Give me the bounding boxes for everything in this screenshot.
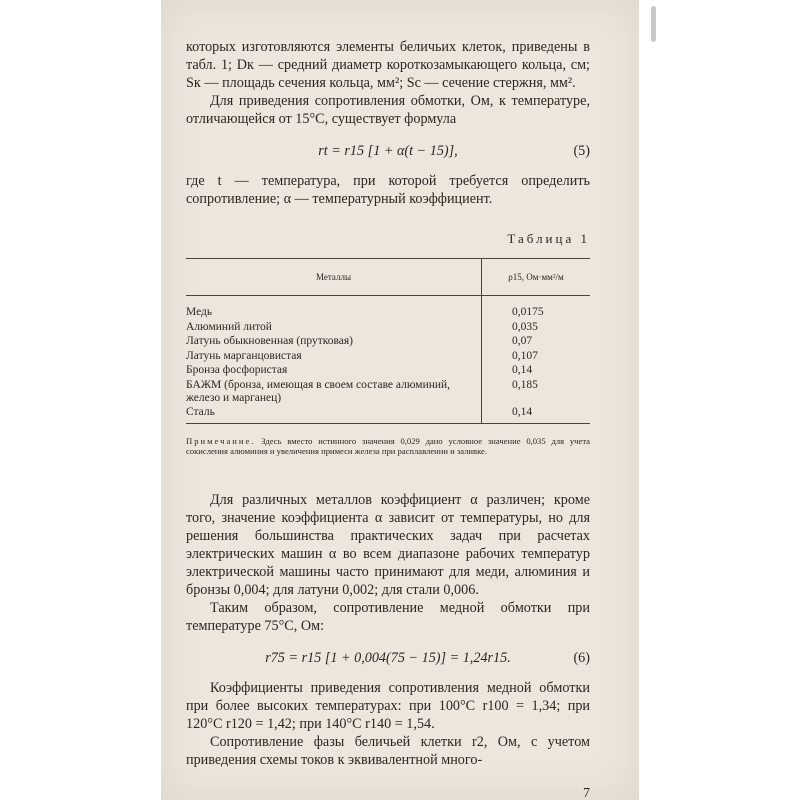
- table-cell: Медь: [186, 306, 213, 318]
- table-title: Таблица 1: [507, 231, 590, 246]
- table-header-resistivity: ρ15, Ом·мм²/м: [482, 259, 591, 296]
- table-cell: БАЖМ (бронза, имеющая в своем составе алюминий, железо и марганец): [186, 378, 451, 404]
- table-row: [186, 378, 590, 405]
- formula-6-number: (6): [573, 649, 590, 666]
- page-content: [186, 38, 590, 803]
- text-p1: которых изготовляются элементы беличьих клеток, приведены в табл. 1; Dк — средний диаметр короткозамыкающего кольца, см; Sк — площадь сечения кольца, мм²; Sс — сечение стержня, мм².: [186, 39, 590, 91]
- note-label: Примечание.: [186, 435, 256, 446]
- paragraph: [186, 92, 590, 128]
- table-row: [186, 405, 590, 423]
- paragraph: [186, 491, 590, 599]
- paragraph: [186, 172, 590, 208]
- scrollbar[interactable]: [651, 6, 656, 42]
- table-cell: 0,14: [482, 363, 591, 378]
- paragraph: [186, 38, 590, 92]
- formula-6: [186, 649, 590, 667]
- table-cell: 0,107: [482, 349, 591, 364]
- table-row: [186, 363, 590, 378]
- table-note: [186, 436, 590, 457]
- table-cell: Сталь: [186, 405, 482, 423]
- table-cell: 0,0175: [482, 296, 591, 320]
- table-row: [186, 334, 590, 349]
- table-cell: 0,185: [482, 378, 591, 405]
- page-number: 7: [583, 785, 590, 801]
- table-cell: Бронза фосфористая: [186, 364, 288, 377]
- text-p6: Коэффициенты приведения сопротивления медной обмотки при более высоких температурах: при 100°С r100 = 1,34; при 120°С r120 = 1,42; при 140°С r140 = 1,54.: [186, 679, 590, 732]
- table-cell: Латунь марганцовистая: [186, 349, 302, 362]
- paragraph: [186, 679, 590, 733]
- note-text: Здесь вместо истинного значения 0,029 дано условное значение 0,035 для учета сокисления алюминия и увеличения примеси железа при расплавлении и заливке.: [186, 435, 590, 457]
- table-cell: 0,035: [482, 320, 591, 335]
- table-row: [186, 320, 590, 335]
- text-p7: Сопротивление фазы беличьей клетки r2, Ом, с учетом приведения схемы токов к эквивалентной много-: [186, 733, 590, 768]
- table-header-metals: Металлы: [186, 259, 482, 296]
- resistivity-table: [186, 258, 590, 424]
- formula-6-expression: r75 = r15 [1 + 0,004(75 − 15)] = 1,24r15.: [265, 649, 511, 666]
- paragraph: [186, 599, 590, 635]
- table-cell: Алюминий литой: [186, 320, 272, 333]
- paragraph: [186, 733, 590, 769]
- text-p2: Для приведения сопротивления обмотки, Ом, к температуре, отличающейся от 15°С, существует формула: [186, 93, 590, 127]
- formula-5-expression: rt = r15 [1 + α(t − 15)],: [318, 143, 458, 159]
- table-row: [186, 296, 590, 320]
- table-cell: Латунь обыкновенная (прутковая): [186, 335, 353, 348]
- text-p5: Таким образом, сопротивление медной обмотки при температуре 75°С, Ом:: [186, 599, 590, 634]
- formula-5-number: (5): [573, 143, 590, 159]
- formula-5: [186, 142, 590, 160]
- table-cell: 0,14: [482, 405, 591, 423]
- table-row: [186, 349, 590, 364]
- table-cell: 0,07: [482, 334, 591, 349]
- text-p3: где t — температура, при которой требуется определить сопротивление; α — температурный коэффициент.: [186, 173, 590, 207]
- text-p4: Для различных металлов коэффициент α различен; кроме того, значение коэффициента α зависит от температуры, но для решения большинства практических задач при расчетах электрических машин α во всем диапазоне рабочих температур электрической машины часто принимают для меди, алюминия и бронзы 0,004; для латуни 0,002; для стали 0,006.: [186, 491, 590, 598]
